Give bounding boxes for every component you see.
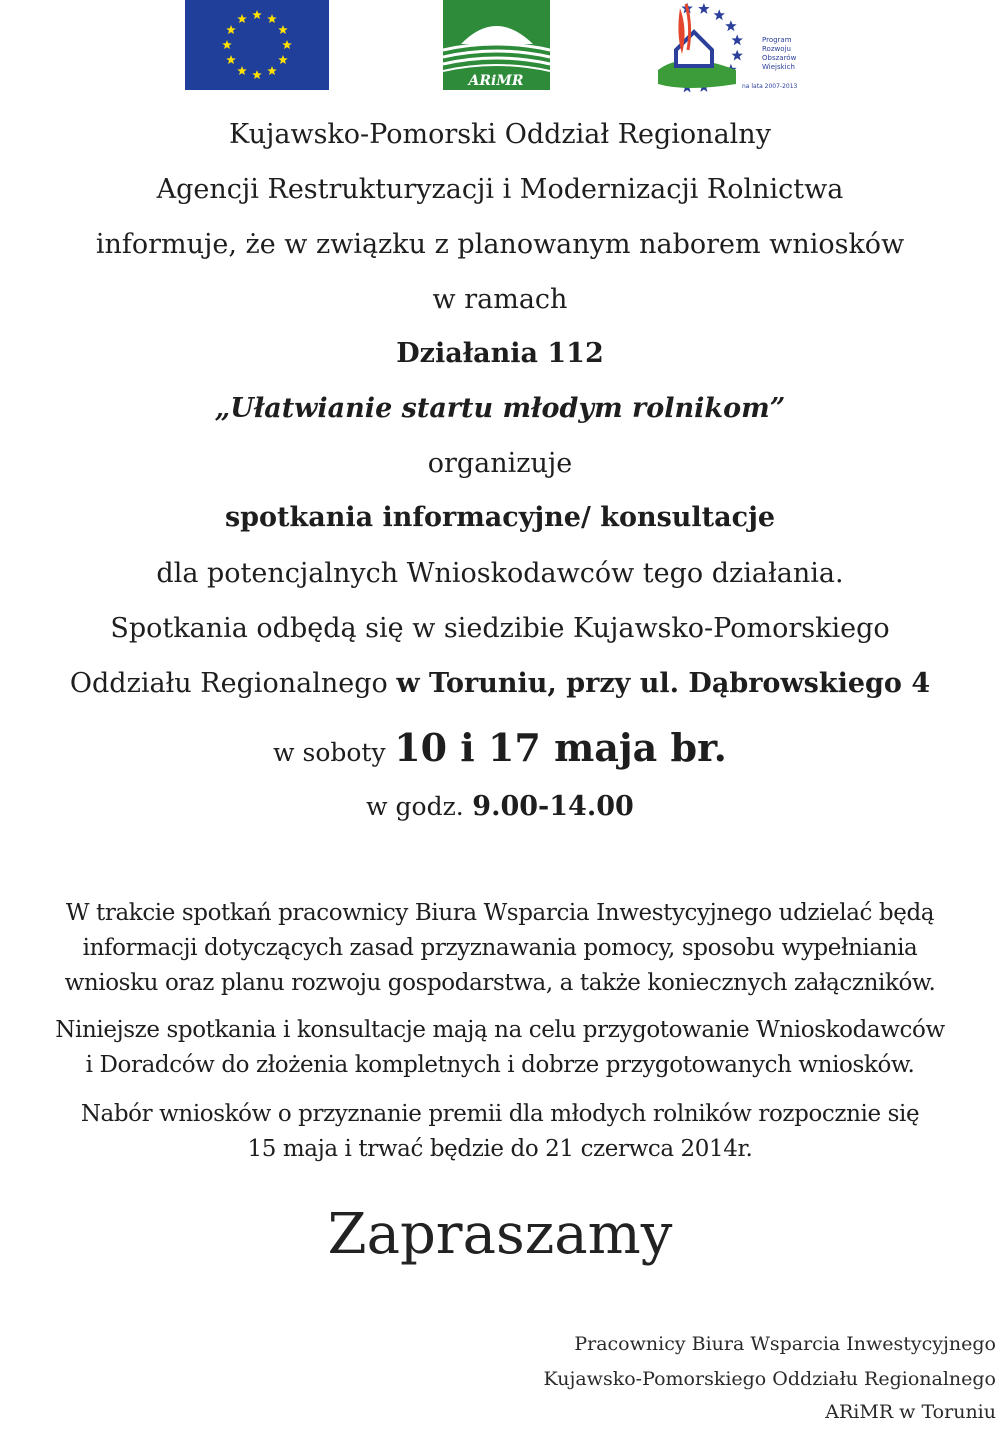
eu-flag-icon <box>185 0 329 90</box>
prow-logo <box>636 0 812 96</box>
place-prefix: Oddziału Regionalnego <box>69 668 388 699</box>
arimr-logo-text: ARiMR <box>468 73 524 89</box>
prow-star-icon <box>731 34 742 45</box>
paragraph-3-line-1: Nabór wniosków o przyznanie premii dla młodych rolników rozpocznie się <box>80 1101 920 1127</box>
place-line-2 <box>0 667 1000 701</box>
paragraph-1-line-1: W trakcie spotkań pracownicy Biura Wsparcia Inwestycyjnego udzielać będą <box>65 900 935 926</box>
time-line <box>0 790 1000 824</box>
date-value: 10 i 17 maja br. <box>394 725 727 770</box>
header-line-agency: Agencji Restrukturyzacji i Modernizacji Rolnictwa <box>156 174 844 205</box>
time-value: 9.00-14.00 <box>472 791 634 822</box>
signature-line-2: Kujawsko-Pomorskiego Oddziału Regionalnego <box>543 1368 996 1390</box>
svg-text:na lata 2007-2013: na lata 2007-2013 <box>742 83 798 90</box>
measure-number: Działania 112 <box>396 338 604 369</box>
prow-star-icon <box>731 50 742 61</box>
audience-text: dla potencjalnych Wnioskodawców tego działania. <box>156 558 844 589</box>
header-line-within: w ramach <box>432 284 568 315</box>
header-line-office: Kujawsko-Pomorski Oddział Regionalny <box>229 119 771 150</box>
event-type: spotkania informacyjne/ konsultacje <box>224 502 776 533</box>
svg-text:Wiejskich: Wiejskich <box>762 63 795 71</box>
svg-text:Obszarów: Obszarów <box>762 54 797 62</box>
time-prefix: w godz. <box>366 792 464 821</box>
svg-text:Rozwoju: Rozwoju <box>762 45 791 53</box>
paragraph-2-line-1: Niniejsze spotkania i konsultacje mają na celu przygotowanie Wnioskodawców <box>55 1017 945 1043</box>
place-address: w Toruniu, przy ul. Dąbrowskiego 4 <box>396 668 931 699</box>
date-line <box>0 726 1000 775</box>
paragraph-2-line-2: i Doradców do złożenia kompletnych i dobrze przygotowanych wniosków. <box>85 1052 915 1078</box>
prow-star-icon <box>698 3 709 14</box>
paragraph-1-line-2: informacji dotyczących zasad przyznawania pomocy, sposobu wypełniania <box>82 935 918 961</box>
svg-text:Program: Program <box>762 36 792 44</box>
invitation-text: Zapraszamy <box>327 1202 673 1267</box>
prow-star-icon <box>725 20 736 31</box>
place-line-1: Spotkania odbędą się w siedzibie Kujawsko-Pomorskiego <box>110 613 890 644</box>
signature-line-3: ARiMR w Toruniu <box>825 1401 996 1423</box>
prow-star-icon <box>714 9 725 20</box>
date-prefix: w soboty <box>273 738 386 767</box>
paragraph-1-line-3: wniosku oraz planu rozwoju gospodarstwa, a także koniecznych załączników. <box>64 970 936 996</box>
organizes-text: organizuje <box>427 448 573 479</box>
header-line-informs: informuje, że w związku z planowanym naborem wniosków <box>95 229 905 260</box>
paragraph-3-line-2: 15 maja i trwać będzie do 21 czerwca 2014r. <box>247 1136 753 1162</box>
measure-name: „Ułatwianie startu młodym rolnikom” <box>214 393 786 424</box>
signature-line-1: Pracownicy Biura Wsparcia Inwestycyjnego <box>574 1333 996 1355</box>
arimr-logo <box>443 0 550 90</box>
